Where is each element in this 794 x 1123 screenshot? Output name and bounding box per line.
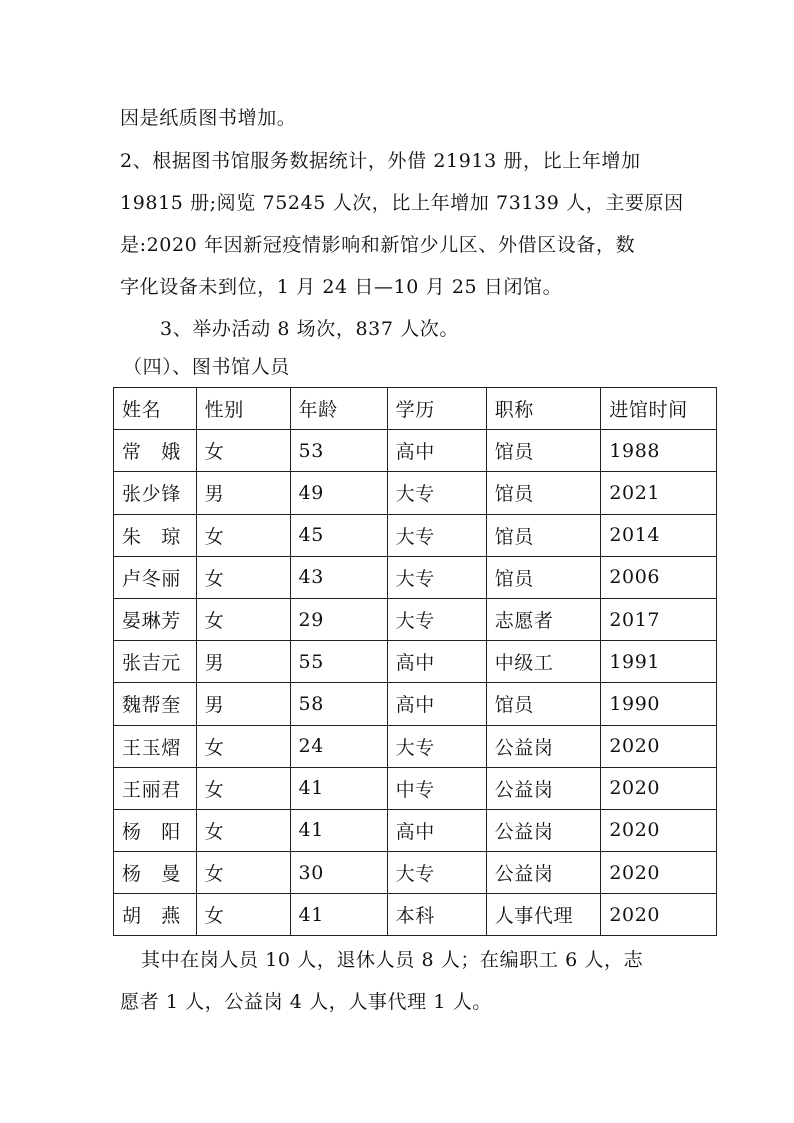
table-row	[114, 556, 717, 598]
cell-gender: 男	[196, 683, 290, 725]
cell-name: 杨 曼	[114, 852, 197, 894]
cell-gender: 女	[196, 598, 290, 640]
cell-age: 41	[290, 767, 387, 809]
cell-title: 馆员	[486, 430, 601, 472]
cell-entry-year: 1990	[601, 683, 717, 725]
header-cell-name: 姓名	[114, 388, 197, 430]
table-row	[114, 894, 717, 936]
header-cell-education: 学历	[387, 388, 486, 430]
paragraph-line: 2、根据图书馆服务数据统计，外借 21913 册，比上年增加	[120, 150, 641, 172]
staff-table-body	[114, 388, 717, 936]
cell-education: 大专	[387, 598, 486, 640]
header-cell-title: 职称	[486, 388, 601, 430]
cell-entry-year: 2020	[601, 852, 717, 894]
cell-entry-year: 2006	[601, 556, 717, 598]
paragraph-line: 字化设备未到位，1 月 24 日—10 月 25 日闭馆。	[120, 276, 563, 298]
cell-education: 高中	[387, 430, 486, 472]
cell-name: 王玉熠	[114, 725, 197, 767]
cell-title: 馆员	[486, 514, 601, 556]
cell-age: 41	[290, 809, 387, 851]
cell-age: 45	[290, 514, 387, 556]
cell-entry-year: 2020	[601, 809, 717, 851]
cell-age: 29	[290, 598, 387, 640]
cell-education: 大专	[387, 725, 486, 767]
cell-title: 公益岗	[486, 852, 601, 894]
cell-education: 高中	[387, 683, 486, 725]
cell-age: 24	[290, 725, 387, 767]
header-cell-gender: 性别	[196, 388, 290, 430]
cell-name: 张少锋	[114, 472, 197, 514]
cell-education: 大专	[387, 852, 486, 894]
cell-gender: 女	[196, 725, 290, 767]
cell-title: 馆员	[486, 683, 601, 725]
paragraph-line: 因是纸质图书增加。	[120, 107, 297, 129]
table-row	[114, 472, 717, 514]
cell-name: 张吉元	[114, 641, 197, 683]
cell-entry-year: 2020	[601, 725, 717, 767]
cell-entry-year: 2021	[601, 472, 717, 514]
paragraph-line: 3、举办活动 8 场次，837 人次。	[160, 318, 459, 340]
cell-education: 大专	[387, 514, 486, 556]
cell-age: 43	[290, 556, 387, 598]
cell-education: 高中	[387, 809, 486, 851]
cell-entry-year: 1988	[601, 430, 717, 472]
summary-line: 其中在岗人员 10 人，退休人员 8 人；在编职工 6 人，志	[141, 949, 644, 971]
paragraph-line: 是:2020 年因新冠疫情影响和新馆少儿区、外借区设备，数	[120, 234, 636, 256]
cell-entry-year: 2020	[601, 894, 717, 936]
cell-title: 人事代理	[486, 894, 601, 936]
table-row	[114, 852, 717, 894]
cell-education: 中专	[387, 767, 486, 809]
cell-entry-year: 1991	[601, 641, 717, 683]
cell-title: 公益岗	[486, 767, 601, 809]
cell-education: 本科	[387, 894, 486, 936]
cell-gender: 女	[196, 852, 290, 894]
table-row	[114, 683, 717, 725]
cell-education: 大专	[387, 472, 486, 514]
table-row	[114, 598, 717, 640]
cell-name: 魏帮奎	[114, 683, 197, 725]
cell-gender: 女	[196, 767, 290, 809]
paragraph-line: 19815 册;阅览 75245 人次，比上年增加 73139 人，主要原因	[120, 192, 684, 214]
cell-age: 55	[290, 641, 387, 683]
cell-name: 杨 阳	[114, 809, 197, 851]
cell-age: 58	[290, 683, 387, 725]
section-title: （四）、图书馆人员	[123, 356, 290, 378]
cell-title: 公益岗	[486, 809, 601, 851]
table-row	[114, 809, 717, 851]
cell-age: 53	[290, 430, 387, 472]
cell-age: 30	[290, 852, 387, 894]
cell-gender: 男	[196, 641, 290, 683]
table-row	[114, 430, 717, 472]
cell-gender: 女	[196, 514, 290, 556]
cell-title: 中级工	[486, 641, 601, 683]
cell-name: 王丽君	[114, 767, 197, 809]
table-row	[114, 514, 717, 556]
cell-gender: 女	[196, 556, 290, 598]
cell-education: 高中	[387, 641, 486, 683]
cell-entry-year: 2014	[601, 514, 717, 556]
cell-age: 49	[290, 472, 387, 514]
cell-title: 馆员	[486, 472, 601, 514]
cell-title: 馆员	[486, 556, 601, 598]
cell-name: 常 娥	[114, 430, 197, 472]
cell-gender: 女	[196, 430, 290, 472]
cell-title: 公益岗	[486, 725, 601, 767]
table-row	[114, 767, 717, 809]
header-cell-age: 年龄	[290, 388, 387, 430]
cell-name: 晏琳芳	[114, 598, 197, 640]
cell-gender: 男	[196, 472, 290, 514]
cell-name: 卢冬丽	[114, 556, 197, 598]
header-cell-entry-year: 进馆时间	[601, 388, 717, 430]
cell-gender: 女	[196, 809, 290, 851]
cell-entry-year: 2017	[601, 598, 717, 640]
table-row	[114, 641, 717, 683]
table-row	[114, 725, 717, 767]
cell-gender: 女	[196, 894, 290, 936]
cell-age: 41	[290, 894, 387, 936]
cell-name: 朱 琼	[114, 514, 197, 556]
staff-table	[113, 387, 717, 936]
summary-line: 愿者 1 人，公益岗 4 人，人事代理 1 人。	[120, 991, 492, 1013]
cell-title: 志愿者	[486, 598, 601, 640]
cell-name: 胡 燕	[114, 894, 197, 936]
cell-education: 大专	[387, 556, 486, 598]
table-header-row	[114, 388, 717, 430]
cell-entry-year: 2020	[601, 767, 717, 809]
